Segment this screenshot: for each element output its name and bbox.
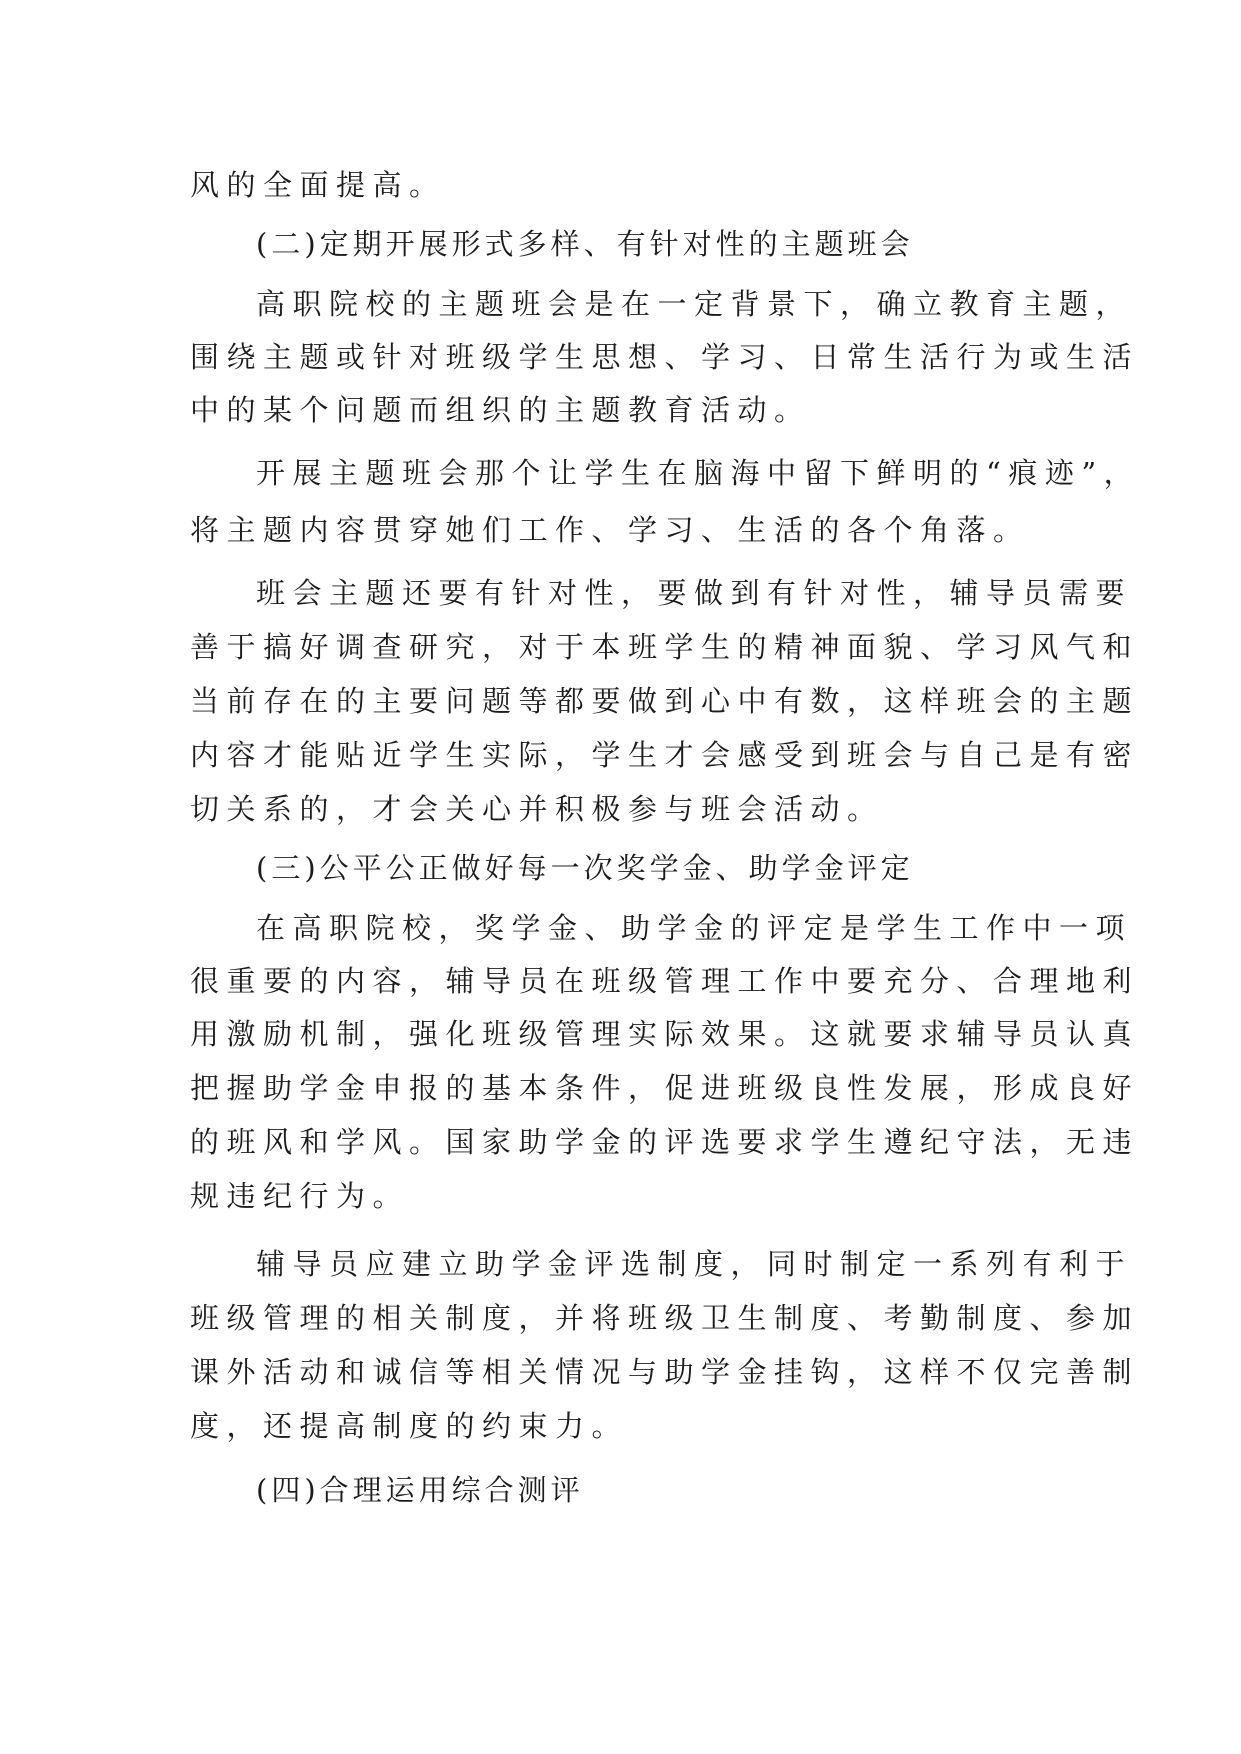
body-line: 风的全面提高。 [190,168,446,202]
body-line: 把握助学金申报的基本条件，促进班级良性发展，形成良好 [190,1071,1140,1105]
body-line: 善于搞好调查研究，对于本班学生的精神面貌、学习风气和 [190,630,1140,664]
body-line: 度，还提高制度的约束力。 [190,1409,629,1443]
section-heading: (三)公平公正做好每一次奖学金、助学金评定 [256,851,914,885]
body-line: 很重要的内容，辅导员在班级管理工作中要充分、合理地利 [190,964,1140,998]
body-line: 辅导员应建立助学金评选制度，同时制定一系列有利于 [256,1247,1133,1281]
body-line: 用激励机制，强化班级管理实际效果。这就要求辅导员认真 [190,1017,1140,1051]
body-line: 内容才能贴近学生实际，学生才会感受到班会与自己是有密 [190,738,1140,772]
body-line: 班级管理的相关制度，并将班级卫生制度、考勤制度、参加 [190,1301,1140,1335]
section-heading: (四)合理运用综合测评 [256,1473,584,1507]
body-line: 的班风和学风。国家助学金的评选要求学生遵纪守法，无违 [190,1125,1140,1159]
body-line: 在高职院校，奖学金、助学金的评定是学生工作中一项 [256,911,1133,945]
body-line: 当前存在的主要问题等都要做到心中有数，这样班会的主题 [190,684,1140,718]
body-line: 中的某个问题而组织的主题教育活动。 [190,393,811,427]
body-line: 高职院校的主题班会是在一定背景下，确立教育主题， [256,287,1133,321]
body-line: 开展主题班会那个让学生在脑海中留下鲜明的“痕迹”， [256,456,1141,490]
body-line: 课外活动和诚信等相关情况与助学金挂钩，这样不仅完善制 [190,1355,1140,1389]
body-line: 围绕主题或针对班级学生思想、学习、日常生活行为或生活 [190,340,1140,374]
body-line: 规违纪行为。 [190,1179,410,1213]
body-line: 将主题内容贯穿她们工作、学习、生活的各个角落。 [190,513,1030,547]
body-line: 班会主题还要有针对性，要做到有针对性，辅导员需要 [256,576,1133,610]
section-heading: (二)定期开展形式多样、有针对性的主题班会 [256,227,914,261]
body-line: 切关系的，才会关心并积极参与班会活动。 [190,792,884,826]
